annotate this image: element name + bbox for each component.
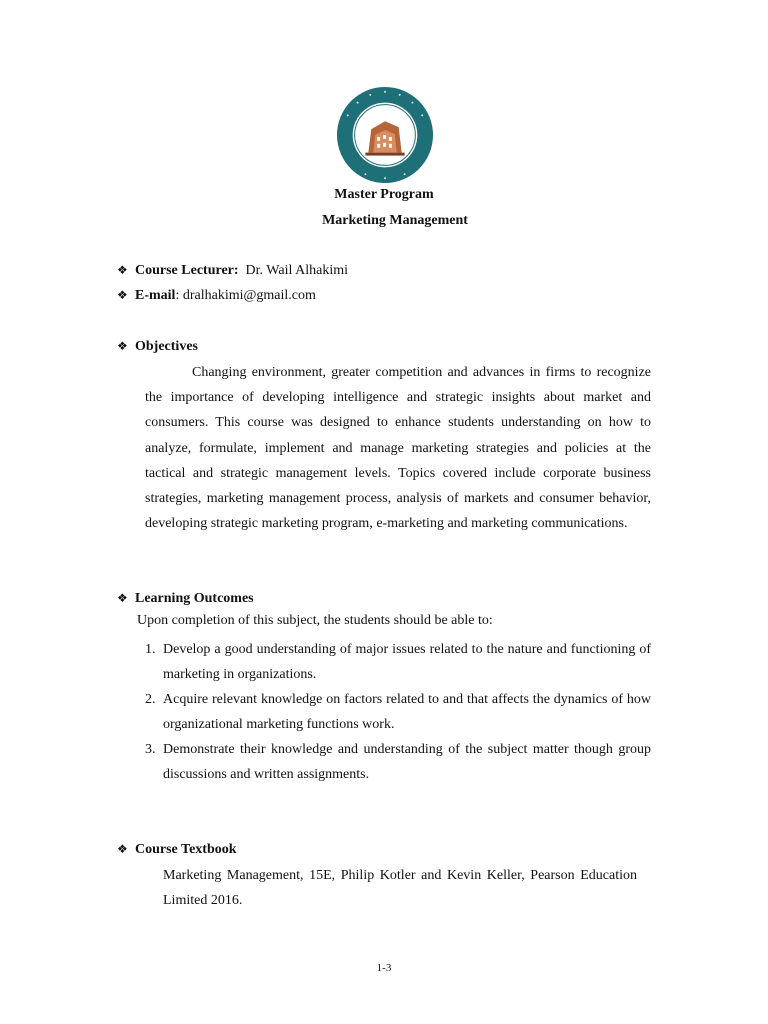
outcome-number: 1. xyxy=(145,642,156,657)
textbook-citation: Marketing Management, 15E, Philip Kotler and Kevin Keller, Pearson Education Limited 2016. xyxy=(163,868,637,908)
email-value: : dralhakimi@gmail.com xyxy=(175,288,316,303)
program-title: Master Program xyxy=(334,187,434,202)
outcome-item xyxy=(145,737,651,787)
outcome-number: 3. xyxy=(145,742,156,757)
diamond-bullet-icon: ❖ xyxy=(117,263,128,277)
diamond-bullet-icon: ❖ xyxy=(117,288,128,302)
learning-outcomes-heading: ❖ Learning Outcomes xyxy=(117,591,254,606)
lecturer-line xyxy=(117,263,348,279)
outcomes-intro: Upon completion of this subject, the students should be able to: xyxy=(137,613,493,628)
lecturer-name: Dr. Wail Alhakimi xyxy=(245,263,348,278)
outcome-item xyxy=(145,687,651,737)
diamond-bullet-icon: ❖ xyxy=(117,339,128,353)
email-label: E-mail xyxy=(135,288,176,303)
outcome-text: Acquire relevant knowledge on factors related to and that affects the dynamics of how organizational marketing functions work. xyxy=(163,692,651,732)
outcome-text: Demonstrate their knowledge and understanding of the subject matter though group discussions and written assignments. xyxy=(163,742,651,782)
email-line xyxy=(117,288,316,304)
lecturer-label: Course Lecturer: xyxy=(135,263,239,278)
course-title: Marketing Management xyxy=(322,213,468,228)
diamond-bullet-icon: ❖ xyxy=(117,842,128,856)
objectives-heading: ❖ Objectives xyxy=(117,339,198,354)
outcome-text: Develop a good understanding of major issues related to the nature and functioning of marketing in organizations. xyxy=(163,642,651,682)
objectives-paragraph: Changing environment, greater competition and advances in firms to recognize the importance of developing intelligence and strategic insights about market and consumers. This course was designed to enhance students understanding on how to analyze, formulate, implement and manage marketing strategies and policies at the tactical and strategic management levels. Topics covered include corporate business strategies, marketing management process, analysis of markets and consumer behavior, developing strategic marketing program, e-marketing and marketing communications. xyxy=(145,365,651,532)
university-seal-icon xyxy=(336,86,434,184)
outcome-item xyxy=(145,637,651,687)
textbook-heading: ❖ Course Textbook xyxy=(117,842,237,857)
outcome-number: 2. xyxy=(145,692,156,707)
page-number: 1-3 xyxy=(376,962,392,974)
diamond-bullet-icon: ❖ xyxy=(117,591,128,605)
